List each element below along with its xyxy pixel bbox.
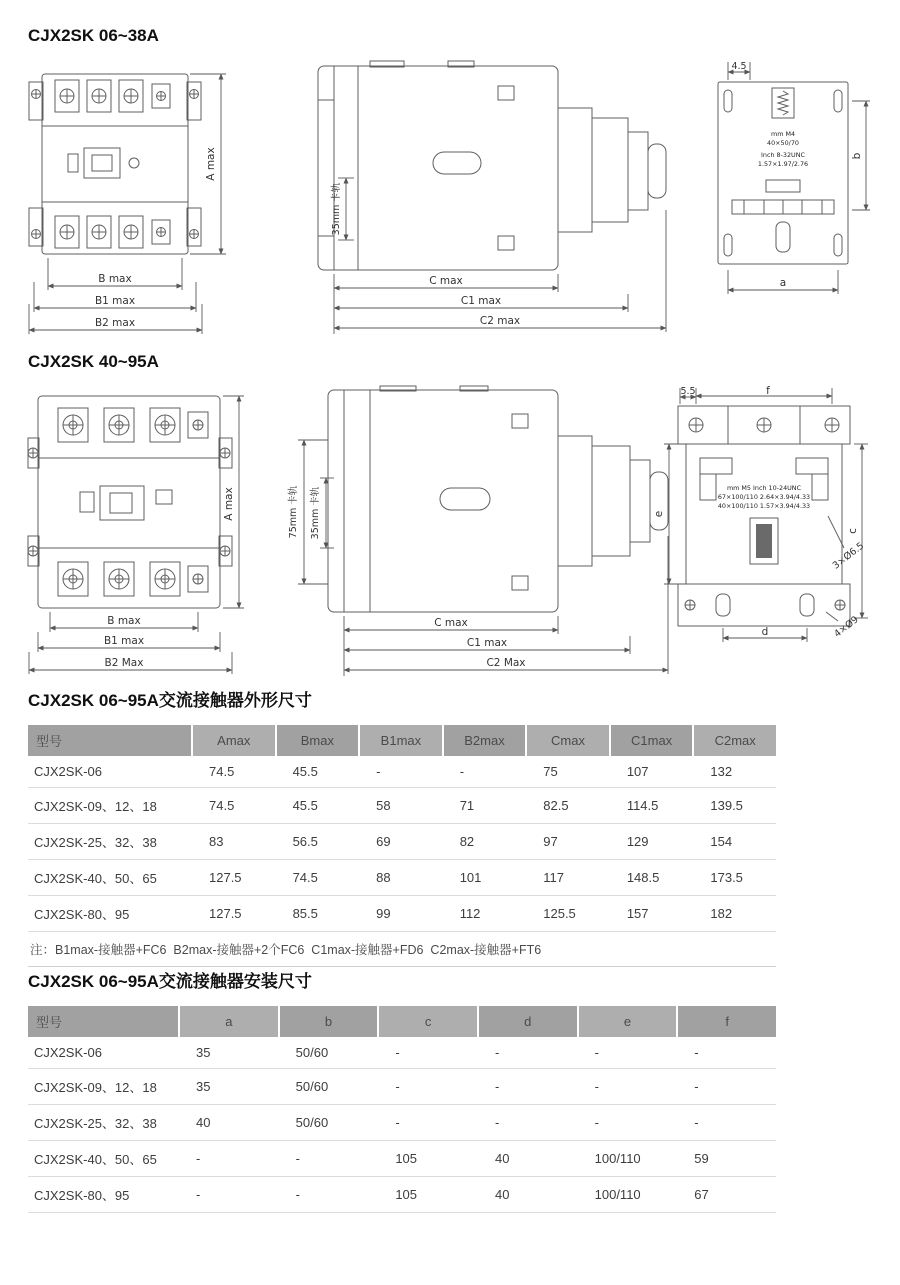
table-header-row <box>28 1006 776 1037</box>
table-row <box>28 1037 776 1069</box>
col-header-c: c <box>377 1006 477 1037</box>
cell: - <box>377 1037 477 1069</box>
cell: 107 <box>609 756 693 788</box>
table-header-row <box>28 725 776 756</box>
cell: 157 <box>609 896 693 932</box>
cell: 50/60 <box>278 1069 378 1105</box>
rear-spec-line2: 40×50/70 <box>767 139 799 147</box>
cell: 97 <box>525 824 609 860</box>
table-note: 注：B1max-接触器+FC6 B2max-接触器+2个FC6 C1max-接触器+FD6 C2max-接触器+FT6 <box>28 932 776 967</box>
table-row <box>28 1177 776 1213</box>
side-view-06-38a <box>318 61 666 334</box>
dim-label-c2-max-2: C2 Max <box>486 657 526 669</box>
cell: 154 <box>692 824 776 860</box>
dim-label-b-max-2: B max <box>107 615 141 627</box>
dim-label-b1-max: B1 max <box>94 295 136 307</box>
cell-model: CJX2SK-25、32、38 <box>28 824 191 860</box>
cell: - <box>358 756 442 788</box>
table-row <box>28 896 776 932</box>
dim-label-c-max: C max <box>429 275 463 287</box>
cell: 83 <box>191 824 275 860</box>
cell: - <box>377 1105 477 1141</box>
cell-model: CJX2SK-80、95 <box>28 896 191 932</box>
dim-label-a-max-2: A max <box>223 487 235 521</box>
cell-model: CJX2SK-80、95 <box>28 1177 178 1213</box>
cell-model: CJX2SK-25、32、38 <box>28 1105 178 1141</box>
cell: 88 <box>358 860 442 896</box>
cell: 74.5 <box>275 860 359 896</box>
rear-view-06-38a <box>718 61 870 294</box>
cell: - <box>377 1069 477 1105</box>
dim-label-c2-max: C2 max <box>479 315 521 327</box>
col-header-bmax: Bmax <box>275 725 359 756</box>
dim-label-c: c <box>847 528 859 534</box>
col-header-f: f <box>676 1006 776 1037</box>
dim-label-5-5: 5.5 <box>680 386 696 397</box>
cell-model: CJX2SK-09、12、18 <box>28 788 191 824</box>
cell: 69 <box>358 824 442 860</box>
cell: 173.5 <box>692 860 776 896</box>
mounting-dimensions-table <box>28 1006 776 1213</box>
rail-35mm-label: 35mm 卡轨 <box>331 182 342 236</box>
dim-label-f: f <box>766 385 770 397</box>
section-title-40-95a: CJX2SK 40~95A <box>28 352 159 371</box>
cell: 100/110 <box>577 1177 677 1213</box>
side-view-40-95a <box>287 386 668 676</box>
outline-dimensions-table <box>28 725 776 967</box>
col-header-model: 型号 <box>28 1006 178 1037</box>
dim-label-c1-max: C1 max <box>460 295 502 307</box>
cell: - <box>577 1037 677 1069</box>
cell: 148.5 <box>609 860 693 896</box>
col-header-c1max: C1max <box>609 725 693 756</box>
cell: 100/110 <box>577 1141 677 1177</box>
col-header-b2max: B2max <box>442 725 526 756</box>
cell: 112 <box>442 896 526 932</box>
col-header-a: a <box>178 1006 278 1037</box>
cell: 40 <box>477 1177 577 1213</box>
rail-35mm-label-2: 35mm 卡轨 <box>310 486 321 540</box>
cell: 50/60 <box>278 1105 378 1141</box>
front-view-40-95a <box>28 396 244 674</box>
cell: 59 <box>676 1141 776 1177</box>
dim-label-b1-max-2: B1 max <box>103 635 145 647</box>
dim-label-b-max: B max <box>98 273 132 285</box>
cell: 74.5 <box>191 788 275 824</box>
col-header-cmax: Cmax <box>525 725 609 756</box>
cell: 45.5 <box>275 788 359 824</box>
cell: 82.5 <box>525 788 609 824</box>
rear-spec-line1: mm M4 <box>770 130 796 138</box>
cell: 50/60 <box>278 1037 378 1069</box>
dim-label-b2-max: B2 max <box>94 317 136 329</box>
cell: 40 <box>477 1141 577 1177</box>
cell: 75 <box>525 756 609 788</box>
cell: - <box>577 1105 677 1141</box>
cell-model: CJX2SK-06 <box>28 756 191 788</box>
front-view-06-38a <box>29 74 226 334</box>
col-header-b: b <box>278 1006 378 1037</box>
rear-spec-line4: 1.57×1.97/2.76 <box>757 160 809 168</box>
cell: 182 <box>692 896 776 932</box>
cell: 127.5 <box>191 896 275 932</box>
col-header-b1max: B1max <box>358 725 442 756</box>
cell-model: CJX2SK-09、12、18 <box>28 1069 178 1105</box>
cell: 82 <box>442 824 526 860</box>
rail-75mm-label: 75mm 卡轨 <box>288 485 299 539</box>
col-header-amax: Amax <box>191 725 275 756</box>
cell: 125.5 <box>525 896 609 932</box>
rear-spec2-line1: mm M5 Inch 10-24UNC <box>726 484 802 492</box>
cell: 127.5 <box>191 860 275 896</box>
cell: 132 <box>692 756 776 788</box>
rear-spec2-line3: 40×100/110 1.57×3.94/4.33 <box>717 502 811 510</box>
cell: - <box>676 1037 776 1069</box>
cell: 35 <box>178 1069 278 1105</box>
dim-label-c1-max-2: C1 max <box>466 637 508 649</box>
cell: 74.5 <box>191 756 275 788</box>
cell: - <box>676 1105 776 1141</box>
cell: - <box>178 1141 278 1177</box>
table-note-row <box>28 932 776 967</box>
table-row <box>28 788 776 824</box>
cell: 139.5 <box>692 788 776 824</box>
cell: 117 <box>525 860 609 896</box>
cell: - <box>477 1069 577 1105</box>
cell-model: CJX2SK-06 <box>28 1037 178 1069</box>
cell: 114.5 <box>609 788 693 824</box>
rear-spec2-line2: 67×100/110 2.64×3.94/4.33 <box>717 493 811 501</box>
cell: - <box>676 1069 776 1105</box>
cell: - <box>442 756 526 788</box>
table-row <box>28 756 776 788</box>
table-row <box>28 1105 776 1141</box>
cell: - <box>278 1177 378 1213</box>
cell: 45.5 <box>275 756 359 788</box>
table-row <box>28 1141 776 1177</box>
cell: 67 <box>676 1177 776 1213</box>
cell: 58 <box>358 788 442 824</box>
dim-label-b: b <box>851 152 863 160</box>
cell: 99 <box>358 896 442 932</box>
cell: 71 <box>442 788 526 824</box>
mounting-table-title: CJX2SK 06~95A交流接触器安装尺寸 <box>28 972 312 991</box>
section-title-06-38a: CJX2SK 06~38A <box>28 26 159 45</box>
cell: - <box>477 1105 577 1141</box>
cell-model: CJX2SK-40、50、65 <box>28 860 191 896</box>
dim-label-b2-max-2: B2 Max <box>104 657 144 669</box>
cell: 85.5 <box>275 896 359 932</box>
col-header-d: d <box>477 1006 577 1037</box>
cell: - <box>178 1177 278 1213</box>
table-row <box>28 860 776 896</box>
cell: - <box>577 1069 677 1105</box>
rear-view-40-95a <box>653 385 868 642</box>
cell: 101 <box>442 860 526 896</box>
drawing-06-38a <box>28 60 872 352</box>
dim-label-e: e <box>653 510 665 518</box>
cell: - <box>278 1141 378 1177</box>
col-header-e: e <box>577 1006 677 1037</box>
cell: 105 <box>377 1141 477 1177</box>
dim-label-d: d <box>761 626 769 638</box>
dim-label-a-max: A max <box>205 147 217 181</box>
cell: - <box>477 1037 577 1069</box>
cell: 40 <box>178 1105 278 1141</box>
table-row <box>28 1069 776 1105</box>
drawing-40-95a <box>28 386 872 686</box>
dim-label-4-5: 4.5 <box>731 61 747 72</box>
table-row <box>28 824 776 860</box>
cell: 56.5 <box>275 824 359 860</box>
rear-spec-line3: Inch 8-32UNC <box>761 151 805 159</box>
col-header-c2max: C2max <box>692 725 776 756</box>
col-header-model: 型号 <box>28 725 191 756</box>
dim-label-c-max-2: C max <box>434 617 468 629</box>
cell: 105 <box>377 1177 477 1213</box>
outline-table-title: CJX2SK 06~95A交流接触器外形尺寸 <box>28 691 312 710</box>
cell-model: CJX2SK-40、50、65 <box>28 1141 178 1177</box>
dim-label-a: a <box>779 277 787 289</box>
cell: 35 <box>178 1037 278 1069</box>
cell: 129 <box>609 824 693 860</box>
holes-callout-4xd9: 4×Ø9 <box>832 614 861 640</box>
holes-callout-3xd6-5: 3×Ø6.5 <box>830 540 867 572</box>
